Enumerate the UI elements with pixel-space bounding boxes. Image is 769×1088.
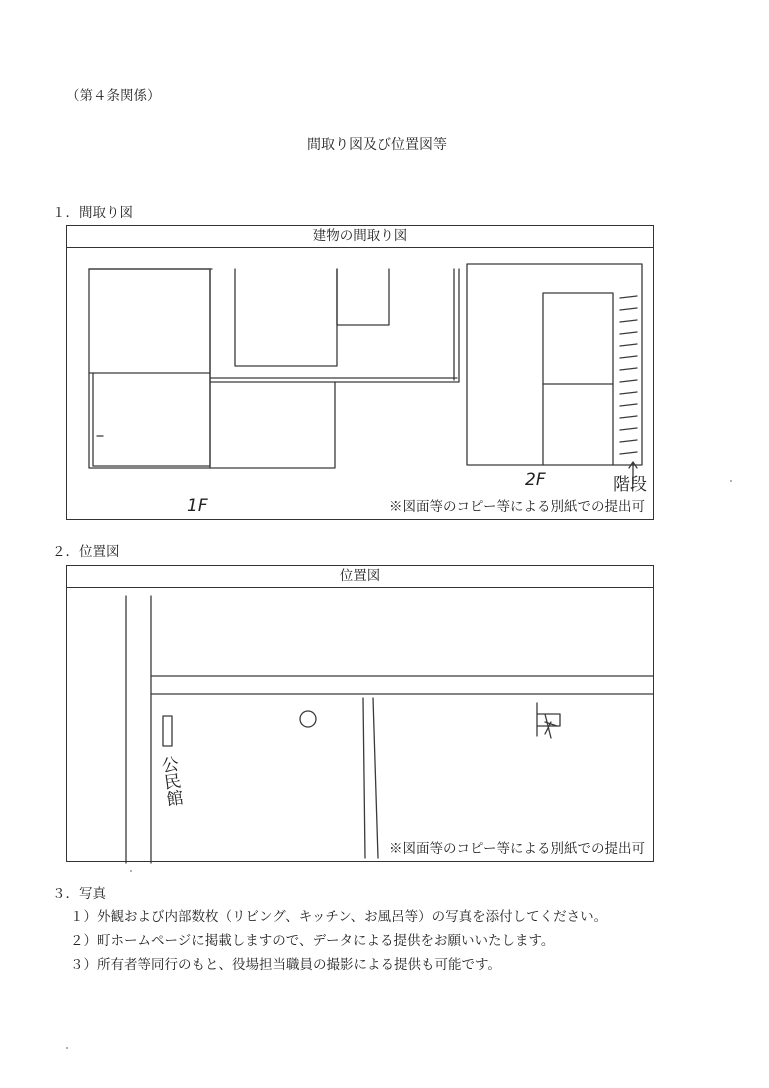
circle-landmark — [300, 711, 316, 727]
floor2-outline — [467, 264, 642, 465]
article-reference: （第４条関係） — [66, 88, 161, 104]
photo-instruction-3: ３）所有者等同行のもと、役場担当職員の撮影による提供も可能です。 — [70, 957, 501, 973]
stairs-label: 階段 — [613, 475, 647, 495]
section-heading-photos: ３．写真 — [52, 886, 106, 902]
floor2-room-top — [543, 293, 613, 384]
floor-plan-box — [66, 225, 654, 520]
section-heading-floor-plan: １．間取り図 — [52, 205, 133, 221]
location-map-sketch — [67, 566, 655, 863]
floor1-room-left-bottom — [93, 373, 210, 466]
road-vertical-middle-west — [363, 698, 365, 858]
road-vertical-middle-east — [373, 698, 378, 858]
floor2-stairs-hatching — [620, 296, 637, 454]
scan-speck — [66, 1047, 68, 1049]
photo-instruction-2: ２）町ホームページに掲載しますので、データによる提供をお願いいたします。 — [70, 933, 555, 949]
floor-plan-note: ※図面等のコピー等による別紙での提出可 — [387, 495, 645, 515]
floor-plan-box-title: 建物の間取り図 — [67, 226, 653, 248]
floor1-label: 1F — [187, 496, 208, 516]
community-hall-marker — [163, 716, 172, 746]
floor1-outline — [89, 269, 459, 468]
target-building — [537, 703, 560, 738]
section-heading-location-map: ２．位置図 — [52, 544, 120, 560]
scan-speck — [130, 870, 132, 872]
location-map-note: ※図面等のコピー等による別紙での提出可 — [387, 837, 645, 857]
location-map-box-title: 位置図 — [67, 566, 653, 588]
floor2-label: 2F — [525, 470, 546, 490]
floor1-room-left-top — [89, 269, 210, 373]
floor1-room-center — [235, 269, 337, 366]
community-hall-label: 公民館 — [156, 754, 184, 809]
page-title: 間取り図及び位置図等 — [307, 137, 447, 153]
location-map-box — [66, 565, 654, 862]
floor1-room-small — [337, 269, 389, 325]
photo-instruction-1: １）外観および内部数枚（リビング、キッチン、お風呂等）の写真を添付してください。 — [70, 909, 608, 925]
floor-plan-sketch — [67, 226, 655, 521]
scan-speck — [730, 480, 732, 482]
